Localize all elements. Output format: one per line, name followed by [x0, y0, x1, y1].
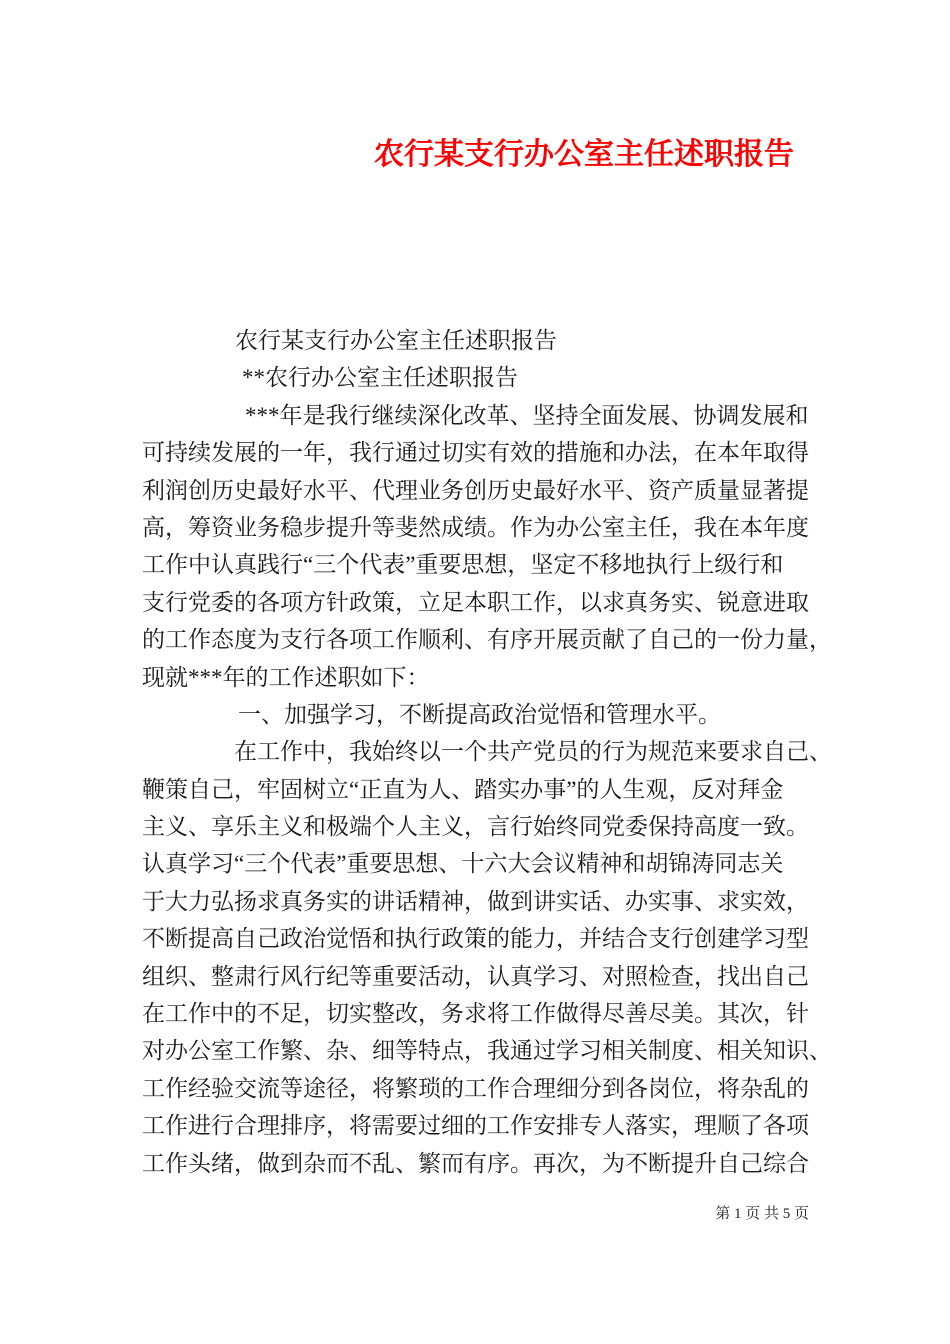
page-number-label: 第 1 页 共 5 页	[715, 1206, 809, 1222]
text-line: 于大力弘扬求真务实的讲话精神，做到讲实话、办实事、求实效，	[142, 888, 809, 914]
text-line: 认真学习“三个代表”重要思想、十六大会议精神和胡锦涛同志关	[142, 851, 784, 877]
text-line: 利润创历史最好水平、代理业务创历史最好水平、资产质量显著提	[142, 477, 809, 503]
document-body	[142, 322, 832, 1182]
text-line: ***年是我行继续深化改革、坚持全面发展、协调发展和	[245, 402, 809, 428]
text-line: 在工作中，我始终以一个共产党员的行为规范来要求自己、	[234, 739, 832, 765]
text-line: 可持续发展的一年，我行通过切实有效的措施和办法，在本年取得	[142, 440, 809, 466]
text-line: 鞭策自己，牢固树立“正直为人、踏实办事”的人生观，反对拜金	[142, 776, 784, 802]
text-line: 工作中认真践行“三个代表”重要思想，坚定不移地执行上级行和	[142, 552, 784, 578]
text-line: 现就***年的工作述职如下：	[142, 664, 430, 690]
text-line: 工作进行合理排序，将需要过细的工作安排专人落实，理顺了各项	[142, 1113, 809, 1139]
text-line: 一、加强学习，不断提高政治觉悟和管理水平。	[238, 701, 721, 727]
document-title: 农行某支行办公室主任述职报告	[374, 138, 794, 171]
text-line: 支行党委的各项方针政策，立足本职工作，以求真务实、锐意进取	[142, 589, 809, 615]
text-line: 的工作态度为支行各项工作顺利、有序开展贡献了自己的一份力量，	[142, 627, 832, 653]
text-line: 主义、享乐主义和极端个人主义，言行始终同党委保持高度一致。	[142, 814, 809, 840]
text-line: 在工作中的不足，切实整改，务求将工作做得尽善尽美。其次，针	[142, 1001, 809, 1027]
text-line: 对办公室工作繁、杂、细等特点，我通过学习相关制度、相关知识、	[142, 1038, 832, 1064]
text-line: 不断提高自己政治觉悟和执行政策的能力，并结合支行创建学习型	[142, 926, 809, 952]
text-line: 高，筹资业务稳步提升等斐然成绩。作为办公室主任，我在本年度	[142, 514, 809, 540]
text-line: 组织、整肃行风行纪等重要活动，认真学习、对照检查，找出自己	[142, 963, 809, 989]
text-line: 工作经验交流等途径，将繁琐的工作合理细分到各岗位，将杂乱的	[142, 1075, 809, 1101]
text-line: 工作头绪，做到杂而不乱、繁而有序。再次，为不断提升自己综合	[142, 1150, 809, 1176]
text-line: 农行某支行办公室主任述职报告	[235, 328, 557, 353]
text-line: **农行办公室主任述职报告	[242, 365, 518, 391]
